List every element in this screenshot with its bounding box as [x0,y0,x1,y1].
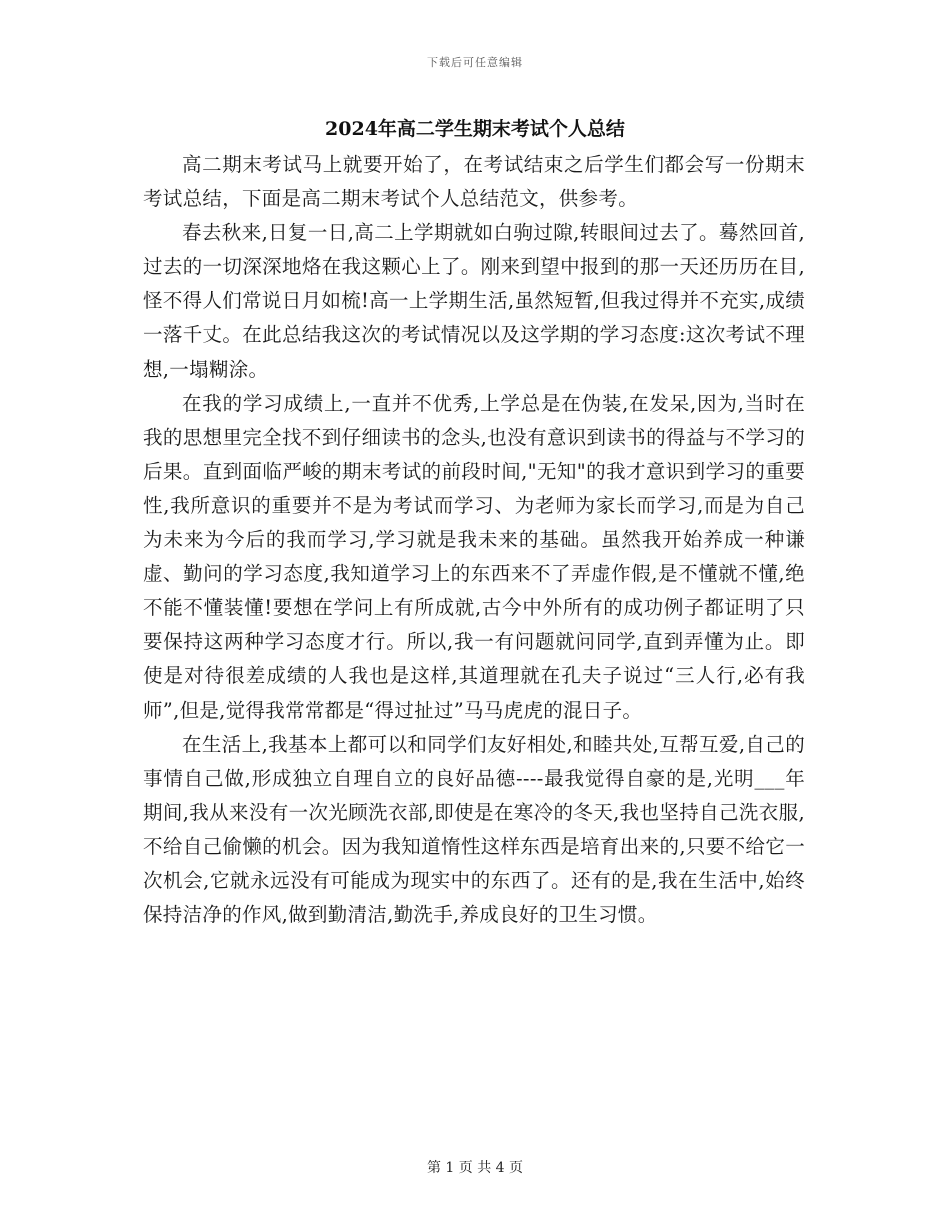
document-title: 2024年高二学生期末考试个人总结 [325,118,625,140]
document-body [143,148,805,932]
page-number: 第 1 页 共 4 页 [426,1160,524,1176]
paragraph-intro: 高二期末考试马上就要开始了，在考试结束之后学生们都会写一份期末考试总结，下面是高二期末考试个人总结范文，供参考。 [143,153,805,211]
paragraph-life: 在生活上,我基本上都可以和同学们友好相处,和睦共处,互帮互爱,自己的事情自己做,形成独立自理自立的良好品德----最我觉得自豪的是,光明___年期间,我从来没有一次光顾洗衣部,即使是在寒冷的冬天,我也坚持自己洗衣服,不给自己偷懒的机会。因为我知道惰性这样东西是培育出来的,只要不给它一次机会,它就永远没有可能成为现实中的东西了。还有的是,我在生活中,始终保持洁净的作风,做到勤清洁,勤洗手,养成良好的卫生习惯。 [143,732,805,927]
paragraph-study: 在我的学习成绩上,一直并不优秀,上学总是在伪装,在发呆,因为,当时在我的思想里完全找不到仔细读书的念头,也没有意识到读书的得益与不学习的后果。直到面临严峻的期末考试的前段时间,"无知"的我才意识到学习的重要性,我所意识的重要并不是为考试而学习、为老师为家长而学习,而是为自己为未来为今后的我而学习,学习就是我未来的基础。虽然我开始养成一种谦虚、勤问的学习态度,我知道学习上的东西来不了弄虚作假,是不懂就不懂,绝不能不懂装懂!要想在学问上有所成就,古今中外所有的成功例子都证明了只要保持这两种学习态度才行。所以,我一有问题就问同学,直到弄懂为止。即使是对待很差成绩的人我也是这样,其道理就在孔夫子说过“三人行,必有我师”,但是,觉得我常常都是“得过扯过”马马虎虎的混日子。 [143,391,805,722]
header-note: 下载后可任意编辑 [427,56,523,69]
paragraph-semester: 春去秋来,日复一日,高二上学期就如白驹过隙,转眼间过去了。蓦然回首,过去的一切深深地烙在我这颗心上了。刚来到望中报到的那一天还历历在目,怪不得人们常说日月如梳!高一上学期生活,虽然短暂,但我过得并不充实,成绩一落千丈。在此总结我这次的考试情况以及这学期的学习态度:这次考试不理想,一塌糊涂。 [143,221,805,381]
